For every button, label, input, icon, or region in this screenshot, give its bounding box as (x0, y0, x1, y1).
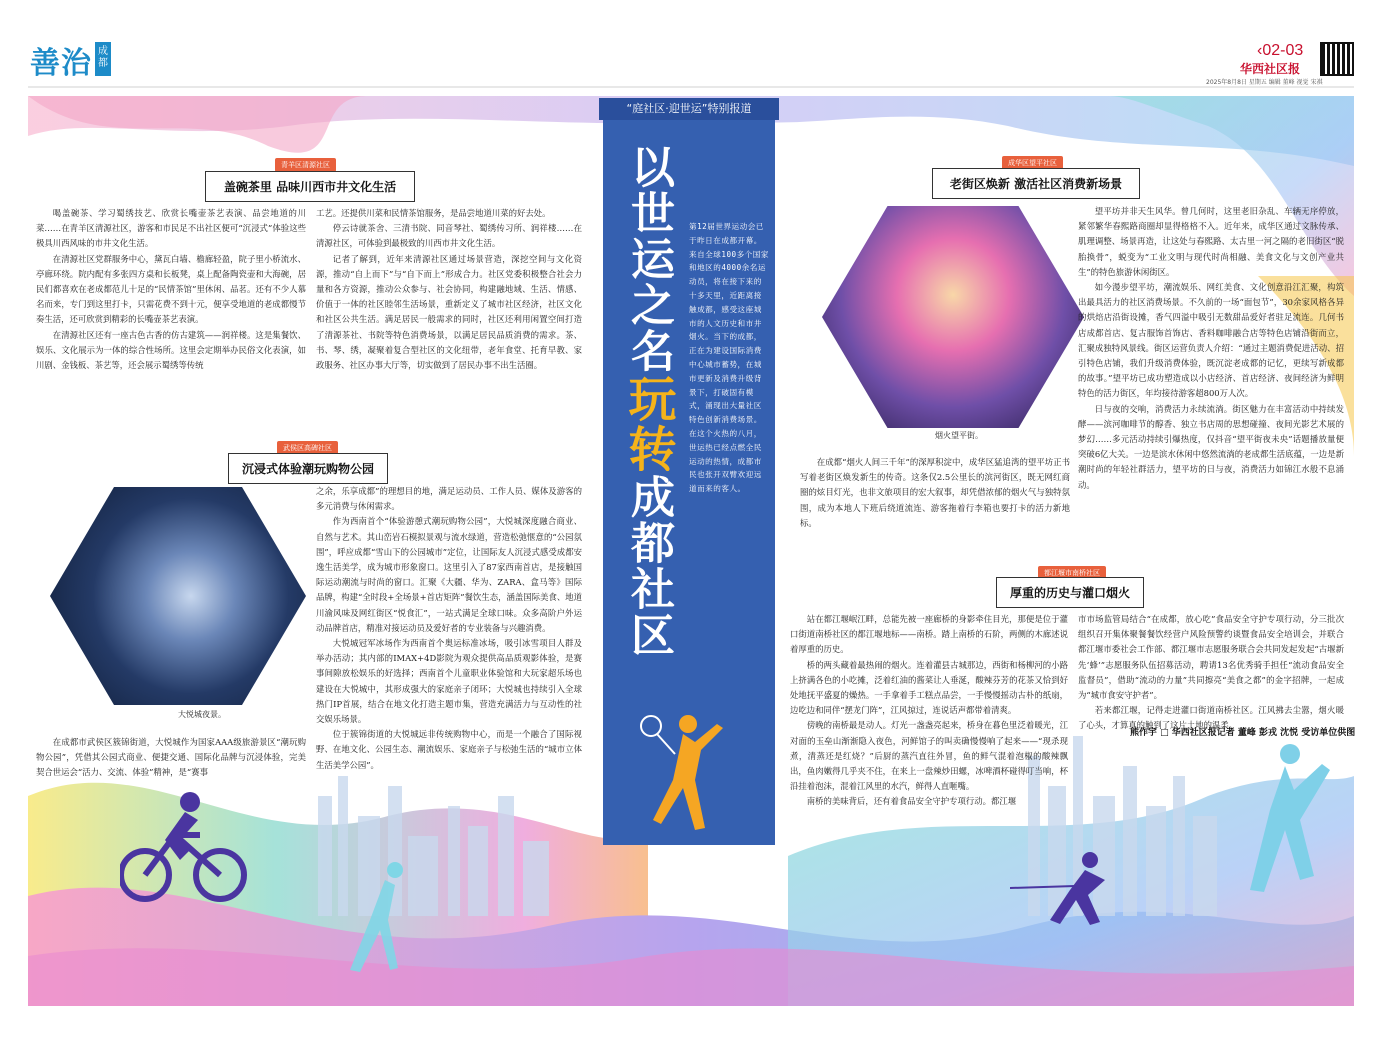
photo-caption: 大悦城夜景。 (178, 710, 226, 719)
paragraph: 南桥的美味背后，还有着食品安全守护专项行动。都江堰 (806, 796, 1017, 807)
article-dujiangyan-col1 (790, 612, 1068, 810)
paragraph: 记者了解到，近年来清源社区通过场景营造，深挖空间与文化资源，推动“自上而下”与“自下而上”形成合力。社区党委积极整合社会力量和各方资源，推动公众参与、社会协同，构建融地域、生活、情感、价值于一体的社区睦邻生活场景，重新定义了城市社区经济，社区文化和社区公共生活。满足居民一般需求的同时，社区还利用闲置空间打造了清源茶社、书院等特色消费场景，以满足居民品质消费的需求。茶、书、琴、绣，凝聚着复合型社区的文化纽带，老年食堂、托育早教、家政服务、社区办事大厅等，切实做到了居民办事不出生活圈。 (316, 253, 582, 371)
dateline: 2025年8月8日 星期五 编辑 董峰 视觉 宋祺 (1206, 79, 1323, 86)
section-tag-text: 青羊区清源社区 (275, 158, 336, 172)
page-number-text: 02-03 (1262, 42, 1304, 59)
special-report-column (603, 100, 775, 845)
section-tag-text: 成华区望平社区 (1002, 156, 1063, 170)
paragraph: 在清源社区还有一座古色古香的仿古建筑——润祥楼。这是集餐饮、娱乐、文化展示为一体的综合性场所。这里会定期举办民俗文化表演，如川剧、金钱板、茶艺等，还会展示蜀绣等传统 (36, 329, 306, 371)
paragraph: 若来都江堰，记得走进灌口街道南桥社区。江风拂去尘嚣，烟火暖了心头，才算真的触到了这片土地的温柔。 (1078, 705, 1344, 731)
paragraph: 桥的两头藏着最热闹的烟火。连着灌县古城那边，西街和杨柳河的小路上挤满各色的小吃摊，泛着红油的酱菜让人垂涎，酸辣芬芳的花茶又恰到好处地抚平盛夏的燥热。一手拿着手工糕点品尝，一手慢慢摇动古朴的纸扇，边吃边和同伴“摆龙门阵”，江风掠过，连说话声都带着清爽。 (790, 659, 1068, 716)
article-qingyang-col1 (36, 206, 306, 373)
section-logo (30, 38, 111, 82)
special-report-tag: “庭社区·迎世运”特别报道 (599, 98, 779, 120)
section-title-chenghua: 老街区焕新 激活社区消费新场景 (932, 168, 1140, 199)
logo-text: 善治 (30, 46, 92, 81)
paragraph: 日与夜的交响，消费活力永续流淌。街区魅力在丰富活动中持续发酵——滨河咖啡节的醇香、独立书店周的思想碰撞、夜间光影艺术展的梦幻……多元活动持续引爆热度，仅抖音“望平街夜未央”话题播放量便突破6亿大关。一边是滨水休闲中悠然流淌的老成都生活底蕴，一边是新潮时尚的年轻社群活力，望平坊的日与夜，消费活力如锦江水般不息涌动。 (1078, 403, 1344, 490)
badminton-player-icon (633, 710, 733, 850)
paragraph: 位于簇锦街道的大悦城远非传统购物中心，而是一个融合了国际视野、在地文化、公园生态、潮流娱乐、家庭亲子与松弛生活的“城市立体生活美学公园”。 (316, 729, 582, 770)
section-tag-qingyang (275, 152, 336, 172)
section-tag-wuhou (277, 435, 338, 455)
cyclist-icon (120, 790, 250, 910)
header-divider (28, 86, 1354, 88)
paragraph: 喝盖碗茶、学习蜀绣技艺、欣赏长嘴壶茶艺表演、品尝地道的川菜……在青羊区清源社区，游客和市民足不出社区便可“沉浸式”体验这些极具川西风味的市井文化生活。 (36, 208, 306, 249)
paragraph: 在成都市武侯区簇锦街道，大悦城作为国家AAA级旅游景区“潮玩购物公园”，凭借其公园式商业、便捷交通、国际化品牌与沉浸体验，完美契合世运会“活力、交流、体验”精神，是“赛事 (36, 737, 306, 778)
paragraph: 如今漫步望平坊，潮流娱乐、网红美食、文化创意沿江汇聚，构筑出最具活力的社区消费场景。不久前的一场“面包节”，30余家风格各异的烘焙店沿街设摊，香气四溢中吸引无数甜品爱好者驻足流连。几何书店成都首店、复古服饰首饰店、香料咖啡融合店等特色店铺沿街而立，汇聚成独特风景线。街区运营负责人介绍：“通过主题消费促进活动、招引特色店铺，我们升级消费体验，既沉淀老成都的记忆，更续写新成都的故事。”望平坊已成功塑造成以小店经济、首店经济、夜间经济为鲜明特色的活力街区，年均接待游客超800万人次。 (1078, 282, 1344, 399)
section-title-wuhou: 沉浸式体验潮玩购物公园 (228, 453, 388, 484)
article-wuhou-col2 (316, 484, 582, 773)
paragraph: 望平坊并非天生风华。曾几何时，这里老旧杂乱、车辆无序停放，紧邻繁华春熙路商圈却显得格格不入。近年来，成华区通过文脉传承、肌理调整、场景再造，让这处与春熙路、太古里一河之隔的老旧街区“脱胎换骨”，蜕变为“工业文明与现代时尚相融、美食文化与文创产业共生”的特色旅游休闲街区。 (1078, 206, 1344, 277)
main-headline (615, 144, 679, 658)
paragraph: 之余，乐享成都”的理想目的地，满足运动员、工作人员、媒体及游客的多元消费与休闲需求。 (316, 486, 582, 512)
article-dujiangyan-col2 (1078, 612, 1344, 734)
paragraph: 工艺。还提供川菜和民情茶馆服务，是品尝地道川菜的好去处。 (316, 208, 551, 218)
paragraph: 在成都“烟火人间三千年”的深厚积淀中，成华区猛追湾的望平坊正书写着老街区焕发新生的传奇。这条仅2.5公里长的滨河街区，既无网红商圈的炫目灯光，也非文旅项目的宏大叙事，却凭借浓郁的烟火气与独特氛围，成为本地人下班后绕道流连、游客拖着行李箱也要打卡的活力新地标。 (800, 457, 1070, 528)
section-title-dujiangyan: 厚重的历史与灌口烟火 (996, 577, 1144, 608)
paper-name: 华西社区报 (1240, 62, 1301, 76)
paragraph: 作为西南首个“体验游憩式潮玩购物公园”，大悦城深度融合商业、自然与艺术。其山峦岩石模拟景观与流水绿道，营造松弛惬意的“公园氛围”，呼应成都“雪山下的公园城市”定位，让国际友人沉浸式感受成都安逸生活美学，成为城市形象窗口。这里引入了87家西南首店，是接触国际运动潮流与时尚的窗口。汇聚《大疆、华为、ZARA、盒马等》国际品牌，构建“全时段+全场景+首店矩阵”餐饮生态，涵盖国际美食、地道川渝风味及网红街区“悦食汇”，一站式满足全球口味。众多高阶户外运动品牌首店，精准对接运动员及爱好者的专业装备与兴趣消费。 (316, 516, 582, 633)
paragraph: 停云诗就茶舍、三清书院、同音琴社、蜀绣传习所、润祥楼……在清源社区，可体验到最极致的川西市井文化生活。 (316, 223, 582, 249)
headline-part-1: 以世运之名 (623, 144, 674, 374)
byline: 熊作宇 □ 华西社区报记者 董峰 彭戎 沈悦 受访单位供图 (1130, 728, 1356, 738)
paragraph: 在清源社区党群服务中心，黛瓦白墙、檐廊轻盈，院子里小桥流水、亭廊环绕。院内配有多张四方桌和长板凳，桌上配备陶瓷壶和大海碗，居民们都喜欢在老成都范儿十足的“民情茶馆”里休闲、品茗。还有不少人慕名而来，专门到这里打卡，只需花费不到十元，便享受地道的老成都慢节奏生活，还可欣赏到精彩的长嘴壶茶艺表演。 (36, 253, 306, 325)
section-tag-chenghua (1002, 150, 1063, 170)
article-chenghua-col2 (1078, 204, 1344, 493)
photo-caption: 烟火望平街。 (935, 431, 983, 440)
article-wuhou-col1 (36, 735, 306, 781)
volleyball-player-icon (340, 860, 410, 980)
section-title-qingyang: 盖碗茶里 品味川西市井文化生活 (205, 171, 415, 202)
logo-badge: 成都 (95, 42, 111, 76)
martial-artist-icon (1230, 740, 1340, 900)
article-chenghua-col1 (800, 455, 1070, 531)
qr-code-icon (1320, 42, 1354, 76)
fencer-icon (1010, 850, 1120, 930)
page-number: ‹02-03 (1257, 42, 1304, 59)
section-tag-text: 武侯区高碑社区 (277, 441, 338, 455)
paragraph: 傍晚的南桥最是动人。灯光一盏盏亮起来，桥身在暮色里泛着暖光，江对面的玉垒山渐渐隐入夜色，河鲜馆子的叫卖确慢慢响了起来——“现杀现煮，清蒸还是红烧？”后厨的蒸汽直往外冒，鱼的鲜气混着泡椒的酸辣飘出，鱼肉嫩得几乎夹不住，在来上一盘辣炒田螺，冰啤酒杯碰得叮当响，杯沿挂着泡沫，混着江风里的水汽，鲜得人直咂嘴。 (790, 720, 1068, 792)
headline-highlight: 玩转 (620, 374, 676, 474)
headline-part-2: 成都社区 (623, 474, 674, 658)
paragraph: 大悦城冠军冰场作为西南首个奥运标准冰场，吸引冰雪项目人群及举办活动；其内部的IMAX+4D影院为观众提供高品质观影体验，是赛事间隙放松娱乐的好选择；西南首个儿童职业体验馆和大玩家超乐场也建设在大悦城中，其形成强大的家庭亲子闭环；大悦城也持续引入全球热门IP首展，结合在地文化打造主题市集，营造充满活力与互动性的社交娱乐场景。 (316, 638, 582, 725)
section-tag-text: 都江堰市南桥社区 (1038, 566, 1106, 580)
paragraph: 市市场监管局结合“在成都，放心吃”食品安全守护专项行动，分三批次组织召开集体聚餐餐饮经营户风险预警约谈暨食品安全培训会，并联合都江堰市委社会工作部、都江堰市志愿服务联合会共同发起发起“古堰新先‘蜂’”志愿服务队伍招募活动，聘请13名优秀骑手担任“流动食品安全监督员”，借助“流动的力量”共同擦亮“美食之都”的金字招牌，一起成为“城市食安守护者”。 (1078, 614, 1344, 701)
paragraph: 站在都江堰岷江畔，总能先被一座廊桥的身影牵住目光，那便是位于灌口街道南桥社区的都江堰地标——南桥。踏上南桥的石阶，两侧的木廊述说着厚重的历史。 (790, 614, 1068, 655)
lead-paragraph: 第12届世界运动会已于昨日在成都开幕。来自全球100多个国家和地区的4000余名运动员，将在接下来的十多天里，近距离接触成都，感受这座城市的人文历史和市井烟火。当下的成都，正在为建设国际消费中心城市蓄势，在城市更新及消费升级背景下，打破固有模式，涌现出大量社区特色创新消费场景。在这个火热的八月，世运热已经点燃全民运动的热情，成都市民也张开双臂欢迎远道而来的客人。 (689, 222, 769, 494)
article-qingyang-col2 (316, 206, 582, 373)
